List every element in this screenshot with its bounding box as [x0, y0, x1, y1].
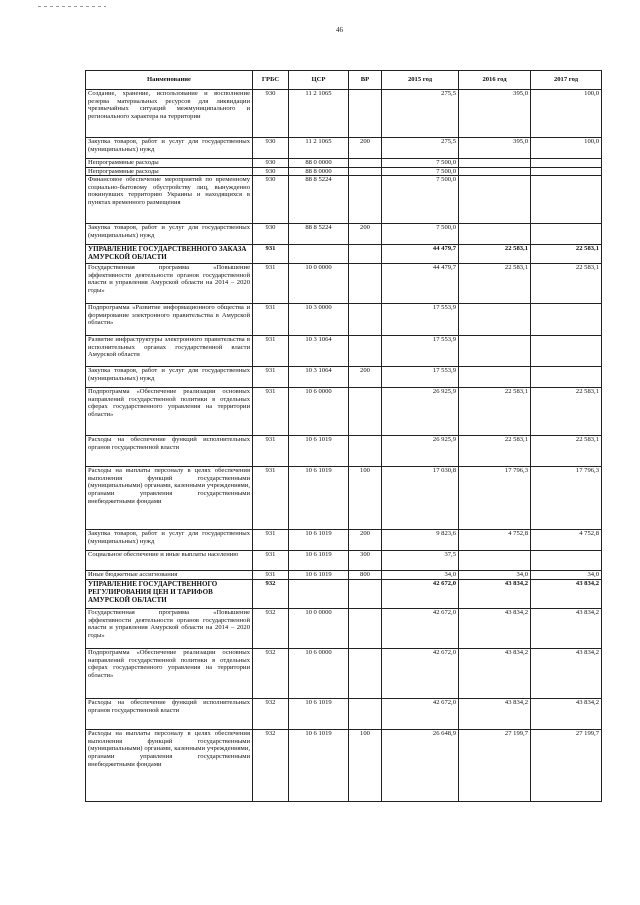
cell-2016: 22 583,1 — [459, 436, 531, 467]
cell-2016 — [459, 224, 531, 245]
table-row — [86, 167, 602, 176]
cell-2015: 44 479,7 — [382, 264, 459, 304]
cell-2016: 43 834,2 — [459, 649, 531, 699]
cell-csr: 88 8 5224 — [289, 224, 349, 245]
header-name: Наименование — [86, 71, 253, 90]
cell-vr — [349, 699, 382, 730]
cell-csr: 11 2 1065 — [289, 138, 349, 159]
cell-2017 — [531, 336, 602, 367]
table-row — [86, 159, 602, 168]
cell-2017: 34,0 — [531, 571, 602, 580]
cell-2015: 7 500,0 — [382, 176, 459, 224]
cell-2015: 17 553,9 — [382, 336, 459, 367]
cell-vr — [349, 159, 382, 168]
cell-grbs: 930 — [253, 224, 289, 245]
table-header-row — [86, 71, 602, 90]
cell-name: Расходы на обеспечение функций исполнительных органов государственной власти — [86, 699, 253, 730]
table-row — [86, 580, 602, 609]
cell-vr: 200 — [349, 224, 382, 245]
cell-2017: 17 796,3 — [531, 467, 602, 530]
table-row — [86, 571, 602, 580]
cell-name: Закупка товаров, работ и услуг для государственных (муниципальных) нужд — [86, 224, 253, 245]
cell-2016 — [459, 367, 531, 388]
cell-2017: 22 583,1 — [531, 264, 602, 304]
cell-name: Закупка товаров, работ и услуг для государственных (муниципальных) нужд — [86, 367, 253, 388]
cell-2016: 27 199,7 — [459, 730, 531, 802]
cell-2017 — [531, 367, 602, 388]
cell-2016: 395,0 — [459, 90, 531, 138]
cell-csr — [289, 580, 349, 609]
cell-2017: 43 834,2 — [531, 649, 602, 699]
cell-2017 — [531, 551, 602, 571]
cell-vr — [349, 609, 382, 649]
table-row — [86, 176, 602, 224]
cell-grbs: 931 — [253, 304, 289, 336]
cell-grbs: 930 — [253, 138, 289, 159]
cell-vr — [349, 388, 382, 436]
cell-name: Социальное обеспечение и иные выплаты населению — [86, 551, 253, 571]
cell-2015: 42 672,0 — [382, 580, 459, 609]
cell-name: УПРАВЛЕНИЕ ГОСУДАРСТВЕННОГО ЗАКАЗА АМУРСКОЙ ОБЛАСТИ — [86, 245, 253, 264]
table-row — [86, 245, 602, 264]
cell-csr: 10 6 0000 — [289, 649, 349, 699]
cell-2015: 7 500,0 — [382, 159, 459, 168]
table-row — [86, 388, 602, 436]
table-row — [86, 551, 602, 571]
cell-2016: 34,0 — [459, 571, 531, 580]
cell-2016 — [459, 304, 531, 336]
cell-2015: 42 672,0 — [382, 649, 459, 699]
cell-2017: 22 583,1 — [531, 388, 602, 436]
cell-name: Государственная программа «Повышение эффективности деятельности органов государственной власти и управления Амурской области на 2014 – 2020 годы» — [86, 609, 253, 649]
page-number: 46 — [336, 26, 343, 34]
cell-csr: 88 8 0000 — [289, 167, 349, 176]
cell-2015: 7 500,0 — [382, 167, 459, 176]
cell-csr: 10 6 1019 — [289, 730, 349, 802]
table-row — [86, 336, 602, 367]
table-body — [86, 90, 602, 802]
cell-vr — [349, 336, 382, 367]
cell-grbs: 930 — [253, 167, 289, 176]
cell-vr: 100 — [349, 467, 382, 530]
cell-grbs: 930 — [253, 176, 289, 224]
cell-2015: 26 648,9 — [382, 730, 459, 802]
cell-vr: 200 — [349, 367, 382, 388]
scan-artifact-mark — [38, 6, 106, 7]
cell-2017 — [531, 176, 602, 224]
cell-2015: 17 553,9 — [382, 304, 459, 336]
cell-vr — [349, 649, 382, 699]
cell-2016 — [459, 176, 531, 224]
header-2016: 2016 год — [459, 71, 531, 90]
cell-vr — [349, 245, 382, 264]
cell-name: Финансовое обеспечение мероприятий по временному социально-бытовому обустройству лиц, вынужденно покинувших территорию Украины и находящихся в пунктах временного размещения — [86, 176, 253, 224]
cell-2017 — [531, 224, 602, 245]
cell-2016: 43 834,2 — [459, 580, 531, 609]
cell-grbs: 931 — [253, 264, 289, 304]
table-row — [86, 530, 602, 551]
cell-vr — [349, 580, 382, 609]
table-row — [86, 467, 602, 530]
table-row — [86, 138, 602, 159]
cell-2017 — [531, 167, 602, 176]
cell-csr: 10 0 0000 — [289, 609, 349, 649]
cell-2015: 26 925,9 — [382, 388, 459, 436]
cell-csr: 10 6 1019 — [289, 467, 349, 530]
cell-grbs: 932 — [253, 649, 289, 699]
cell-2016: 43 834,2 — [459, 699, 531, 730]
cell-grbs: 931 — [253, 388, 289, 436]
cell-2016 — [459, 336, 531, 367]
cell-csr: 11 2 1065 — [289, 90, 349, 138]
cell-grbs: 931 — [253, 467, 289, 530]
cell-2017: 100,0 — [531, 138, 602, 159]
table-row — [86, 367, 602, 388]
cell-csr: 10 6 1019 — [289, 571, 349, 580]
cell-2016: 395,0 — [459, 138, 531, 159]
table-row — [86, 699, 602, 730]
cell-2016: 4 752,8 — [459, 530, 531, 551]
cell-2015: 34,0 — [382, 571, 459, 580]
table-row — [86, 609, 602, 649]
cell-name: Расходы на обеспечение функций исполнительных органов государственной власти — [86, 436, 253, 467]
cell-csr: 88 0 0000 — [289, 159, 349, 168]
cell-2015: 37,5 — [382, 551, 459, 571]
cell-grbs: 930 — [253, 90, 289, 138]
cell-2015: 7 500,0 — [382, 224, 459, 245]
cell-csr: 10 3 1064 — [289, 336, 349, 367]
table-row — [86, 264, 602, 304]
cell-csr — [289, 245, 349, 264]
cell-name: Расходы на выплаты персоналу в целях обеспечения выполнения функций государственными (муниципальными) органами, казенными учреждениями, органами управления государственными внебюджетными фондами — [86, 467, 253, 530]
cell-name: Непрограммные расходы — [86, 167, 253, 176]
cell-2017: 22 583,1 — [531, 245, 602, 264]
cell-vr: 100 — [349, 730, 382, 802]
cell-vr — [349, 436, 382, 467]
budget-table — [85, 70, 602, 802]
cell-csr: 10 6 1019 — [289, 551, 349, 571]
cell-2017: 4 752,8 — [531, 530, 602, 551]
cell-2015: 42 672,0 — [382, 699, 459, 730]
cell-2015: 17 553,9 — [382, 367, 459, 388]
cell-2016 — [459, 551, 531, 571]
cell-grbs: 931 — [253, 571, 289, 580]
cell-vr: 200 — [349, 530, 382, 551]
cell-2015: 17 030,8 — [382, 467, 459, 530]
cell-name: Государственная программа «Повышение эффективности деятельности органов государственной власти и управления Амурской области на 2014 – 2020 годы» — [86, 264, 253, 304]
cell-2016: 17 796,3 — [459, 467, 531, 530]
cell-csr: 10 0 0000 — [289, 264, 349, 304]
cell-2017: 27 199,7 — [531, 730, 602, 802]
cell-2017: 100,0 — [531, 90, 602, 138]
cell-grbs: 931 — [253, 245, 289, 264]
table-row — [86, 304, 602, 336]
cell-csr: 10 3 0000 — [289, 304, 349, 336]
cell-2016: 22 583,1 — [459, 388, 531, 436]
cell-2017: 43 834,2 — [531, 580, 602, 609]
cell-vr — [349, 304, 382, 336]
cell-name: УПРАВЛЕНИЕ ГОСУДАРСТВЕННОГО РЕГУЛИРОВАНИЯ ЦЕН И ТАРИФОВ АМУРСКОЙ ОБЛАСТИ — [86, 580, 253, 609]
cell-grbs: 931 — [253, 436, 289, 467]
cell-2015: 42 672,0 — [382, 609, 459, 649]
cell-vr — [349, 264, 382, 304]
cell-csr: 10 6 1019 — [289, 530, 349, 551]
cell-name: Развитие инфраструктуры электронного правительства в исполнительных органах государственной власти Амурской области — [86, 336, 253, 367]
header-2017: 2017 год — [531, 71, 602, 90]
cell-csr: 88 8 5224 — [289, 176, 349, 224]
cell-name: Иные бюджетные ассигнования — [86, 571, 253, 580]
cell-grbs: 932 — [253, 609, 289, 649]
table-row — [86, 90, 602, 138]
cell-2016 — [459, 167, 531, 176]
cell-2015: 26 925,9 — [382, 436, 459, 467]
cell-grbs: 931 — [253, 367, 289, 388]
cell-name: Закупка товаров, работ и услуг для государственных (муниципальных) нужд — [86, 530, 253, 551]
cell-grbs: 931 — [253, 530, 289, 551]
cell-vr — [349, 90, 382, 138]
cell-csr: 10 6 1019 — [289, 436, 349, 467]
cell-2016: 22 583,1 — [459, 245, 531, 264]
header-2015: 2015 год — [382, 71, 459, 90]
cell-grbs: 931 — [253, 551, 289, 571]
table-row — [86, 224, 602, 245]
cell-vr — [349, 167, 382, 176]
cell-2016: 22 583,1 — [459, 264, 531, 304]
cell-vr: 800 — [349, 571, 382, 580]
cell-2015: 9 823,6 — [382, 530, 459, 551]
cell-name: Непрограммные расходы — [86, 159, 253, 168]
cell-2017: 43 834,2 — [531, 699, 602, 730]
cell-name: Подпрограмма «Обеспечение реализации основных направлений государственной политики в отдельных сферах государственного управления на территории области» — [86, 388, 253, 436]
cell-2017 — [531, 159, 602, 168]
cell-name: Расходы на выплаты персоналу в целях обеспечения выполнения функций государственными (муниципальными) органами, казенными учреждениями, органами управления государственными внебюджетными фондами — [86, 730, 253, 802]
cell-csr: 10 6 0000 — [289, 388, 349, 436]
table-row — [86, 730, 602, 802]
cell-vr: 200 — [349, 138, 382, 159]
header-csr: ЦСР — [289, 71, 349, 90]
cell-2016 — [459, 159, 531, 168]
cell-2016: 43 834,2 — [459, 609, 531, 649]
cell-csr: 10 6 1019 — [289, 699, 349, 730]
cell-name: Подпрограмма «Обеспечение реализации основных направлений государственной политики в отдельных сферах государственного управления на территории области» — [86, 649, 253, 699]
cell-2015: 44 479,7 — [382, 245, 459, 264]
cell-csr: 10 3 1064 — [289, 367, 349, 388]
cell-grbs: 930 — [253, 159, 289, 168]
cell-2015: 275,5 — [382, 138, 459, 159]
cell-name: Создание, хранение, использование и восполнение резерва материальных ресурсов для ликвидации чрезвычайных ситуаций межмуниципального и регионального характера на территории — [86, 90, 253, 138]
cell-2017: 22 583,1 — [531, 436, 602, 467]
cell-grbs: 931 — [253, 336, 289, 367]
cell-vr: 300 — [349, 551, 382, 571]
table-row — [86, 649, 602, 699]
header-grbs: ГРБС — [253, 71, 289, 90]
cell-grbs: 932 — [253, 730, 289, 802]
cell-2017 — [531, 304, 602, 336]
table-row — [86, 436, 602, 467]
cell-name: Закупка товаров, работ и услуг для государственных (муниципальных) нужд — [86, 138, 253, 159]
cell-vr — [349, 176, 382, 224]
cell-name: Подпрограмма «Развитие информационного общества и формирование электронного правительства в Амурской области» — [86, 304, 253, 336]
cell-2015: 275,5 — [382, 90, 459, 138]
cell-grbs: 932 — [253, 699, 289, 730]
cell-2017: 43 834,2 — [531, 609, 602, 649]
cell-grbs: 932 — [253, 580, 289, 609]
header-vr: ВР — [349, 71, 382, 90]
